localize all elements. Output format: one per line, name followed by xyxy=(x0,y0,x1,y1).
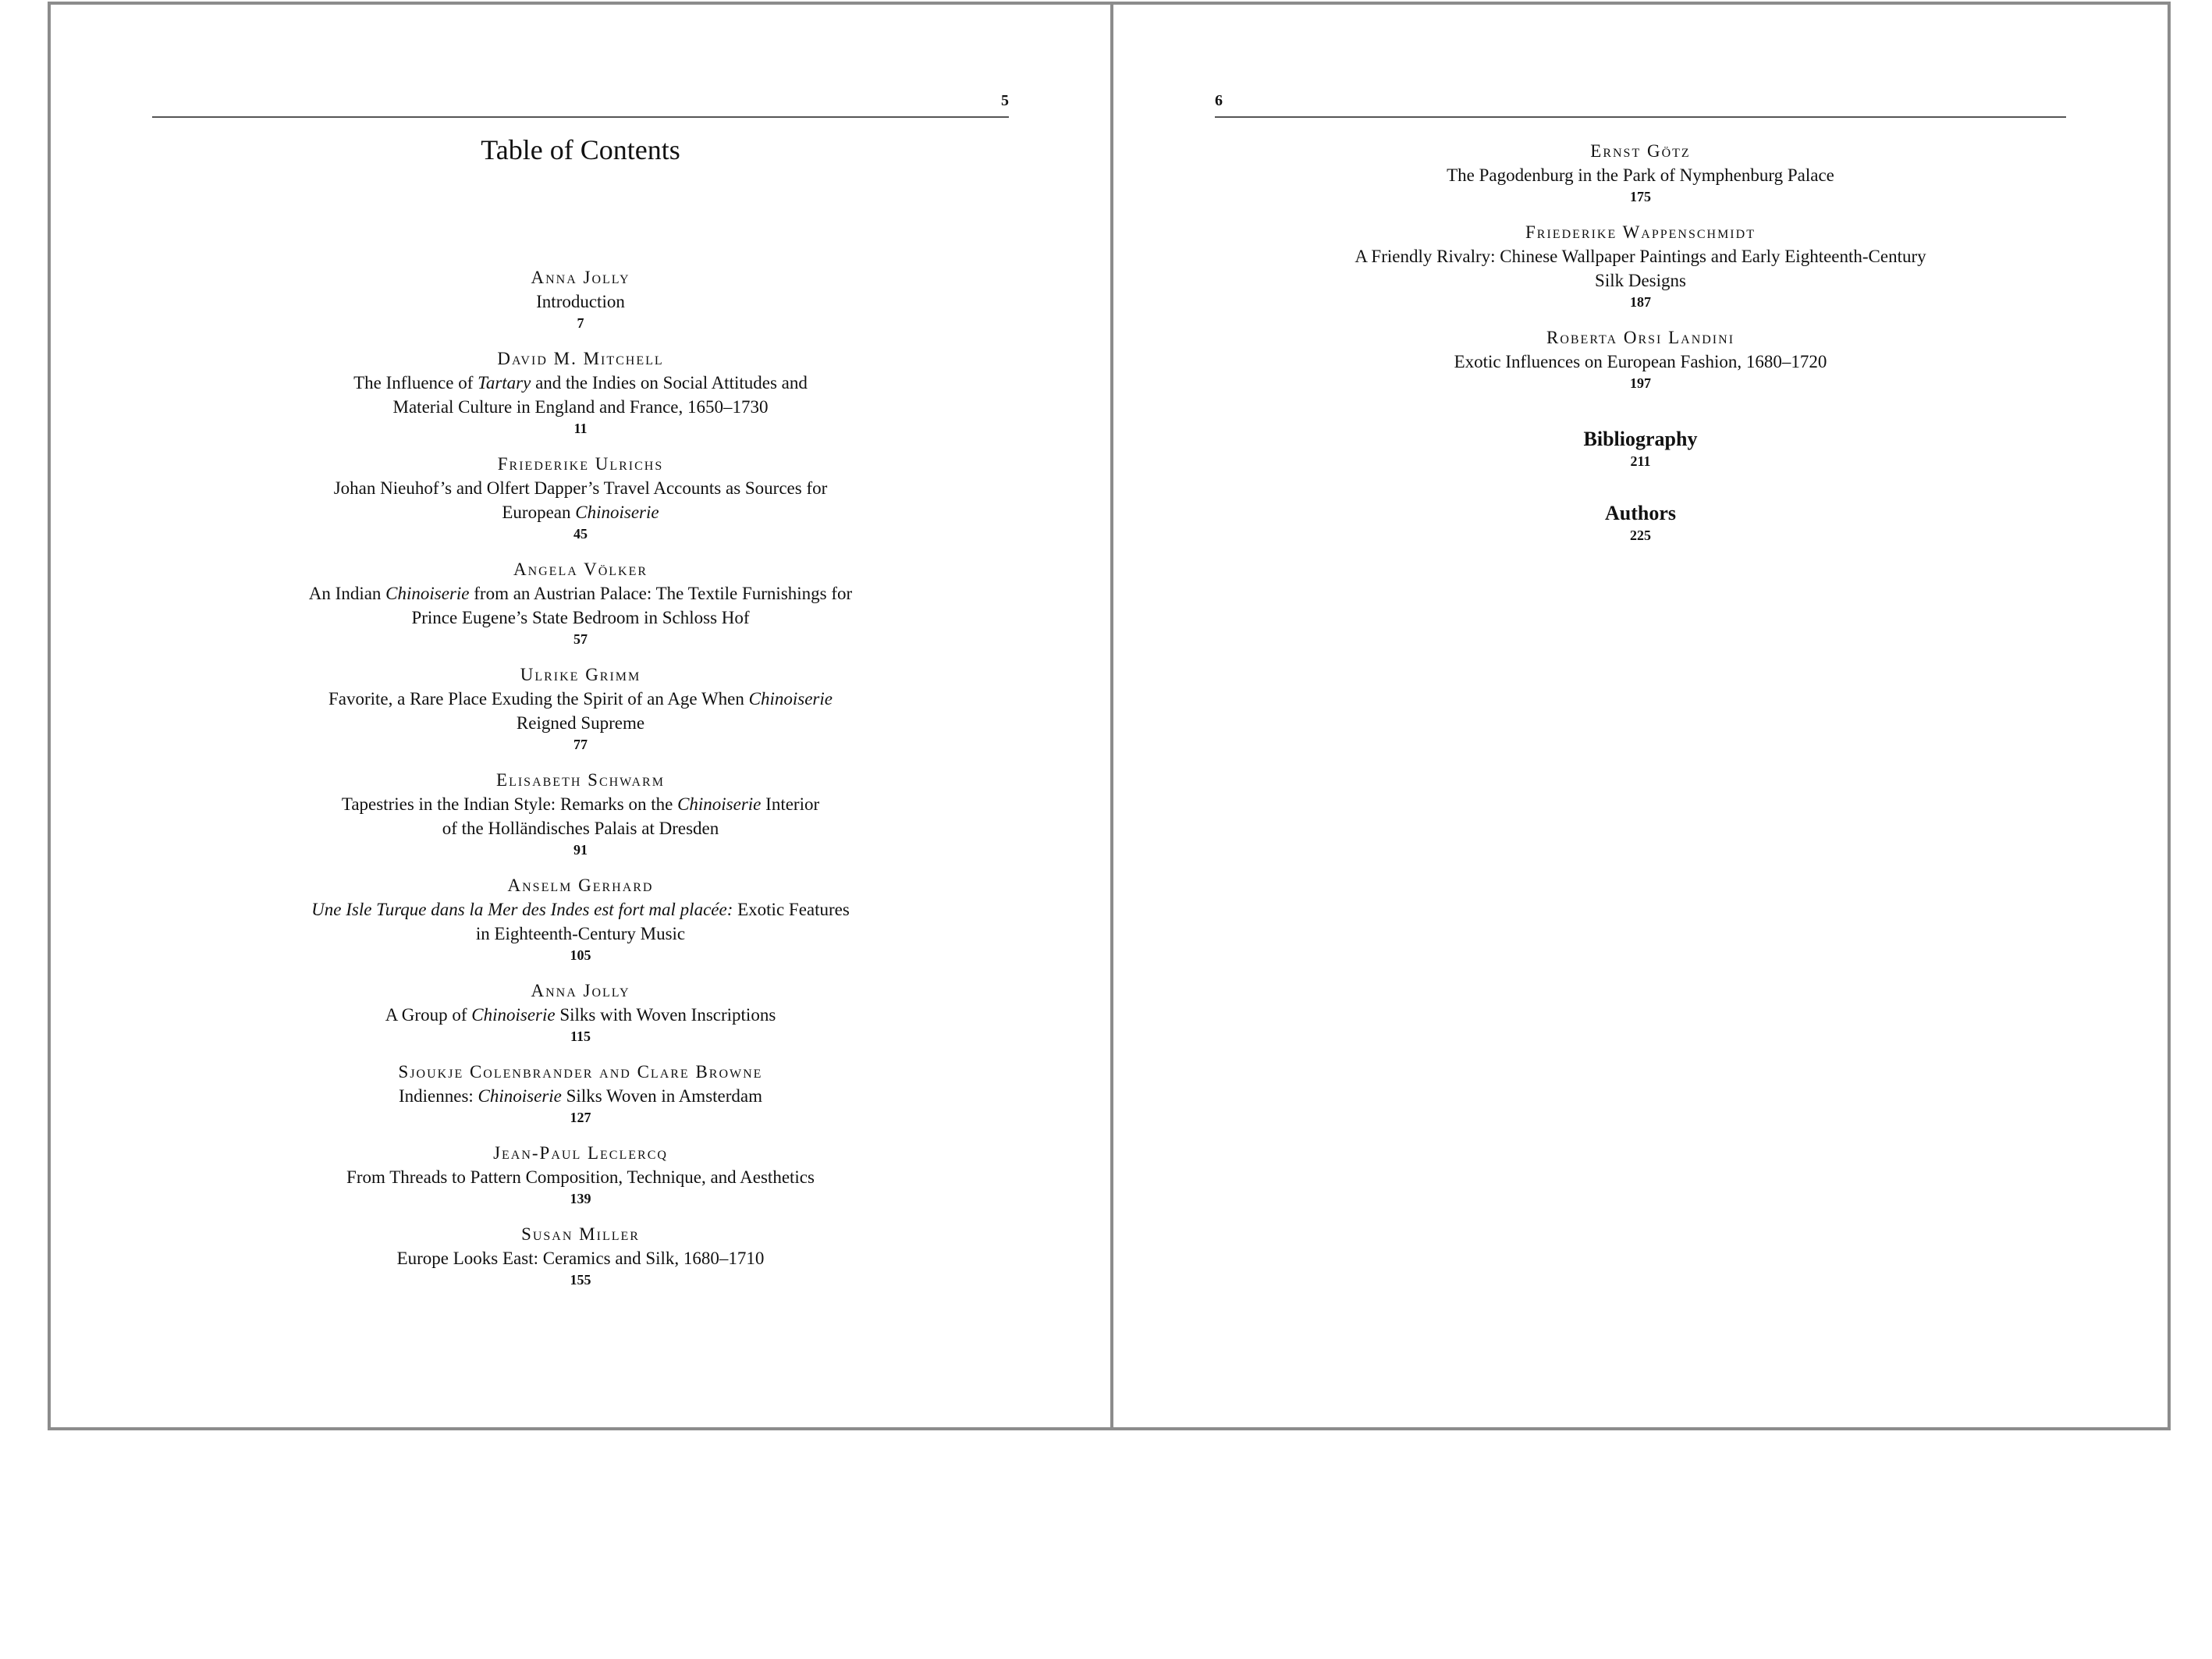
entry-page-number: 155 xyxy=(570,1272,591,1288)
entry-title-text: Europe Looks East: Ceramics and Silk, 1680–1710 xyxy=(396,1249,765,1268)
entry-title-italic: Tartary xyxy=(478,373,531,393)
entry-page-number: 197 xyxy=(1630,375,1651,391)
entry-author: Angela Völker xyxy=(513,560,648,579)
entry-page-number: 91 xyxy=(573,842,588,858)
entry-author: Elisabeth Schwarm xyxy=(496,770,665,790)
toc-entry xyxy=(152,452,1009,544)
entry-title xyxy=(152,476,1009,524)
entry-title xyxy=(1215,163,2066,187)
entry-title xyxy=(152,897,1009,946)
entry-page-number: 7 xyxy=(577,315,584,331)
toc-entry xyxy=(152,1222,1009,1290)
entry-title-text: Exotic Features xyxy=(733,900,850,919)
entry-title xyxy=(152,581,1009,630)
entry-author: Friederike Wappenschmidt xyxy=(1525,222,1756,242)
toc-entry xyxy=(1215,139,2066,207)
entry-title xyxy=(1215,350,2066,374)
toc-entry xyxy=(1215,220,2066,312)
entry-author: David M. Mitchell xyxy=(497,349,664,368)
entry-title-text: A Group of xyxy=(385,1005,472,1025)
entry-title xyxy=(152,792,1009,840)
entry-title xyxy=(152,371,1009,419)
toc-entry xyxy=(152,557,1009,649)
entry-title-text: The Influence of xyxy=(353,373,478,393)
entry-title-text: Reigned Supreme xyxy=(516,713,645,733)
toc-entry xyxy=(152,346,1009,439)
entry-title-text: Johan Nieuhof’s and Olfert Dapper’s Travel Accounts as Sources for xyxy=(333,478,828,498)
entry-title-text: Silk Designs xyxy=(1595,271,1686,290)
entry-page-number: 115 xyxy=(570,1028,591,1044)
entry-author: Sjoukje Colenbrander and Clare Browne xyxy=(398,1062,763,1082)
entry-title-text: Indiennes: xyxy=(398,1086,478,1106)
entry-page-number: 11 xyxy=(573,421,588,436)
entry-title-text: Interior xyxy=(761,794,820,814)
entry-title xyxy=(1215,244,2066,293)
entry-title xyxy=(152,687,1009,735)
toc-entry xyxy=(152,265,1009,333)
section-heading: Authors xyxy=(1604,502,1676,524)
entry-author: Anselm Gerhard xyxy=(507,876,654,895)
entry-page-number: 105 xyxy=(570,947,591,963)
toc-entry xyxy=(1215,325,2066,393)
entry-author: Jean-Paul Leclercq xyxy=(493,1143,668,1163)
entry-title-text: Silks with Woven Inscriptions xyxy=(555,1005,776,1025)
entry-author: Roberta Orsi Landini xyxy=(1546,328,1735,347)
entry-title-text: Favorite, a Rare Place Exuding the Spirit of an Age When xyxy=(328,689,749,709)
entry-title-text: and the Indies on Social Attitudes and xyxy=(531,373,808,393)
right-page xyxy=(1113,5,2168,1427)
entry-page-number: 77 xyxy=(573,737,588,752)
entry-title-italic: Chinoiserie xyxy=(471,1005,556,1025)
entry-page-number: 57 xyxy=(573,631,588,647)
left-page xyxy=(51,5,1110,1427)
entry-title-italic: Chinoiserie xyxy=(748,689,833,709)
entry-page-number: 175 xyxy=(1630,189,1651,204)
entry-title-text: from an Austrian Palace: The Textile Furnishings for xyxy=(469,584,853,603)
entry-page-number: 127 xyxy=(570,1110,591,1125)
header-rule xyxy=(1215,116,2066,118)
toc-entry xyxy=(152,768,1009,860)
entry-title-text: of the Holländisches Palais at Dresden xyxy=(442,819,719,838)
toc-entry xyxy=(152,873,1009,965)
entry-title-text: in Eighteenth-Century Music xyxy=(475,924,686,943)
page-number: 5 xyxy=(1001,92,1009,109)
entry-title-italic: Une Isle Turque dans la Mer des Indes est fort mal placée: xyxy=(311,900,733,919)
entry-title xyxy=(152,1246,1009,1270)
entry-page-number: 187 xyxy=(1630,294,1651,310)
toc-entry-list xyxy=(1215,139,2066,407)
entry-author: Ernst Götz xyxy=(1590,141,1691,161)
entry-author: Friederike Ulrichs xyxy=(497,454,664,474)
entry-title-italic: Chinoiserie xyxy=(575,503,659,522)
entry-page-number: 139 xyxy=(570,1191,591,1206)
entry-title-text: An Indian xyxy=(308,584,386,603)
entry-title-italic: Chinoiserie xyxy=(385,584,470,603)
entry-title-text: Silks Woven in Amsterdam xyxy=(561,1086,763,1106)
entry-title-text: A Friendly Rivalry: Chinese Wallpaper Paintings and Early Eighteenth-Century xyxy=(1355,247,1926,266)
entry-title-text: Introduction xyxy=(536,292,625,311)
book-spread xyxy=(48,2,2171,1430)
entry-author: Susan Miller xyxy=(521,1224,640,1244)
section-heading: Bibliography xyxy=(1583,428,1698,450)
entry-title-text: Material Culture in England and France, 1650–1730 xyxy=(392,397,769,417)
authors-section xyxy=(1215,500,2066,545)
toc-entry xyxy=(152,979,1009,1046)
entry-title-text: From Threads to Pattern Composition, Technique, and Aesthetics xyxy=(346,1167,815,1187)
entry-title-italic: Chinoiserie xyxy=(478,1086,562,1106)
bibliography-section xyxy=(1215,426,2066,471)
entry-author: Anna Jolly xyxy=(531,981,630,1000)
section-page-number: 211 xyxy=(1630,453,1651,469)
entry-title-text: Exotic Influences on European Fashion, 1680–1720 xyxy=(1454,352,1827,371)
entry-title-text: Tapestries in the Indian Style: Remarks on the xyxy=(341,794,678,814)
entry-title xyxy=(152,1003,1009,1027)
page-number: 6 xyxy=(1215,92,1223,109)
toc-entry xyxy=(152,663,1009,755)
section-page-number: 225 xyxy=(1630,528,1651,543)
toc-entry xyxy=(152,1141,1009,1209)
toc-entry-list xyxy=(152,265,1009,1303)
entry-title-text: European xyxy=(502,503,576,522)
entry-author: Ulrike Grimm xyxy=(520,665,641,684)
entry-title xyxy=(152,290,1009,314)
entry-title-italic: Chinoiserie xyxy=(677,794,762,814)
entry-title xyxy=(152,1084,1009,1108)
toc-entry xyxy=(152,1060,1009,1128)
page-title: Table of Contents xyxy=(481,134,680,165)
entry-title-text: Prince Eugene’s State Bedroom in Schloss Hof xyxy=(411,608,750,627)
entry-page-number: 45 xyxy=(573,526,588,542)
entry-title-text: The Pagodenburg in the Park of Nymphenburg Palace xyxy=(1447,165,1834,185)
header-rule xyxy=(152,116,1009,118)
entry-title xyxy=(152,1165,1009,1189)
entry-author: Anna Jolly xyxy=(531,268,630,287)
